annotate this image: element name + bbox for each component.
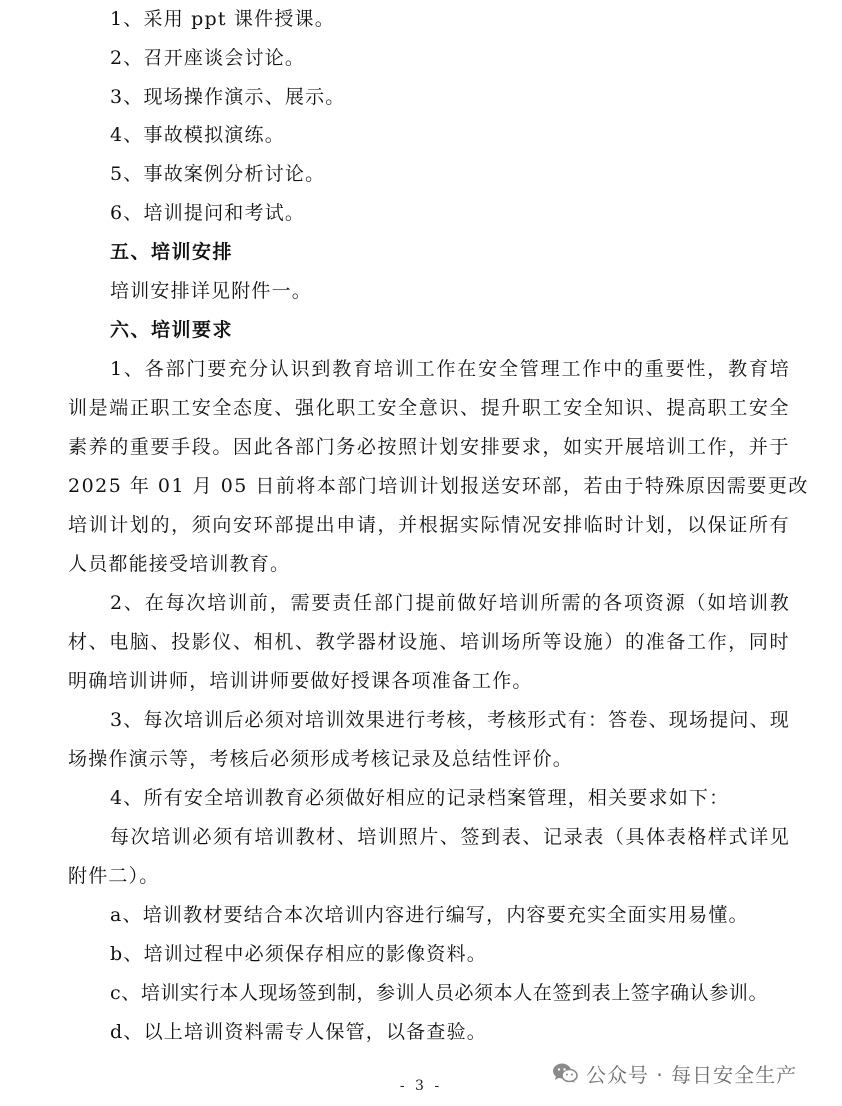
method-item-6: 6、培训提问和考试。	[110, 202, 306, 224]
requirement-4-line-2: 每次培训必须有培训教材、培训照片、签到表、记录表（具体表格样式详见	[110, 826, 790, 848]
section-heading-5: 五、培训安排	[110, 241, 234, 263]
requirement-4-item-c: c、培训实行本人现场签到制，参训人员必须本人在签到表上签字确认参训。	[110, 982, 769, 1004]
requirement-4-line-1: 4、所有安全培训教育必须做好相应的记录档案管理，相关要求如下：	[110, 787, 730, 809]
page-number: - 3 -	[399, 1078, 443, 1094]
requirement-2-line-3: 明确培训讲师，培训讲师要做好授课各项准备工作。	[68, 670, 533, 692]
requirement-4-item-d: d、以上培训资料需专人保管，以备查验。	[110, 1021, 487, 1043]
requirement-1-line-1: 1、各部门要充分认识到教育培训工作在安全管理工作中的重要性，教育培	[110, 358, 790, 380]
watermark-text: 公众号 · 每日安全生产	[586, 1062, 798, 1087]
requirement-4-line-3: 附件二）。	[68, 865, 160, 887]
requirement-2-line-2: 材、电脑、投影仪、相机、教学器材设施、培训场所等设施）的准备工作，同时	[68, 631, 790, 653]
requirement-2-line-1: 2、在每次培训前，需要责任部门提前做好培训所需的各项资源（如培训教	[110, 592, 790, 614]
method-item-5: 5、事故案例分析讨论。	[110, 163, 326, 185]
requirement-3-line-1: 3、每次培训后必须对培训效果进行考核，考核形式有：答卷、现场提问、现	[110, 709, 790, 731]
method-item-4: 4、事故模拟演练。	[110, 124, 285, 146]
requirement-3-line-2: 场操作演示等，考核后必须形成考核记录及总结性评价。	[68, 748, 574, 770]
requirement-1-line-3: 素养的重要手段。因此各部门务必按照计划安排要求，如实开展培训工作，并于	[68, 436, 790, 458]
requirement-1-line-2: 训是端正职工安全态度、强化职工安全意识、提升职工安全知识、提高职工安全	[68, 397, 790, 419]
section-heading-6: 六、培训要求	[110, 319, 234, 341]
requirement-4-item-a: a、培训教材要结合本次培训内容进行编写，内容要充实全面实用易懂。	[110, 904, 749, 926]
method-item-2: 2、召开座谈会讨论。	[110, 47, 306, 69]
requirement-1-line-5: 培训计划的，须向安环部提出申请，并根据实际情况安排临时计划，以保证所有	[68, 514, 790, 536]
requirement-1-line-4: 2025 年 01 月 05 日前将本部门培训计划报送安环部，若由于特殊原因需要更改	[68, 475, 809, 497]
requirement-1-line-6: 人员都能接受培训教育。	[68, 553, 291, 575]
requirement-4-item-b: b、培训过程中必须保存相应的影像资料。	[110, 943, 487, 965]
method-item-3: 3、现场操作演示、展示。	[110, 86, 346, 108]
section-5-paragraph: 培训安排详见附件一。	[110, 280, 313, 302]
method-item-1: 1、采用 ppt 课件授课。	[110, 8, 335, 30]
